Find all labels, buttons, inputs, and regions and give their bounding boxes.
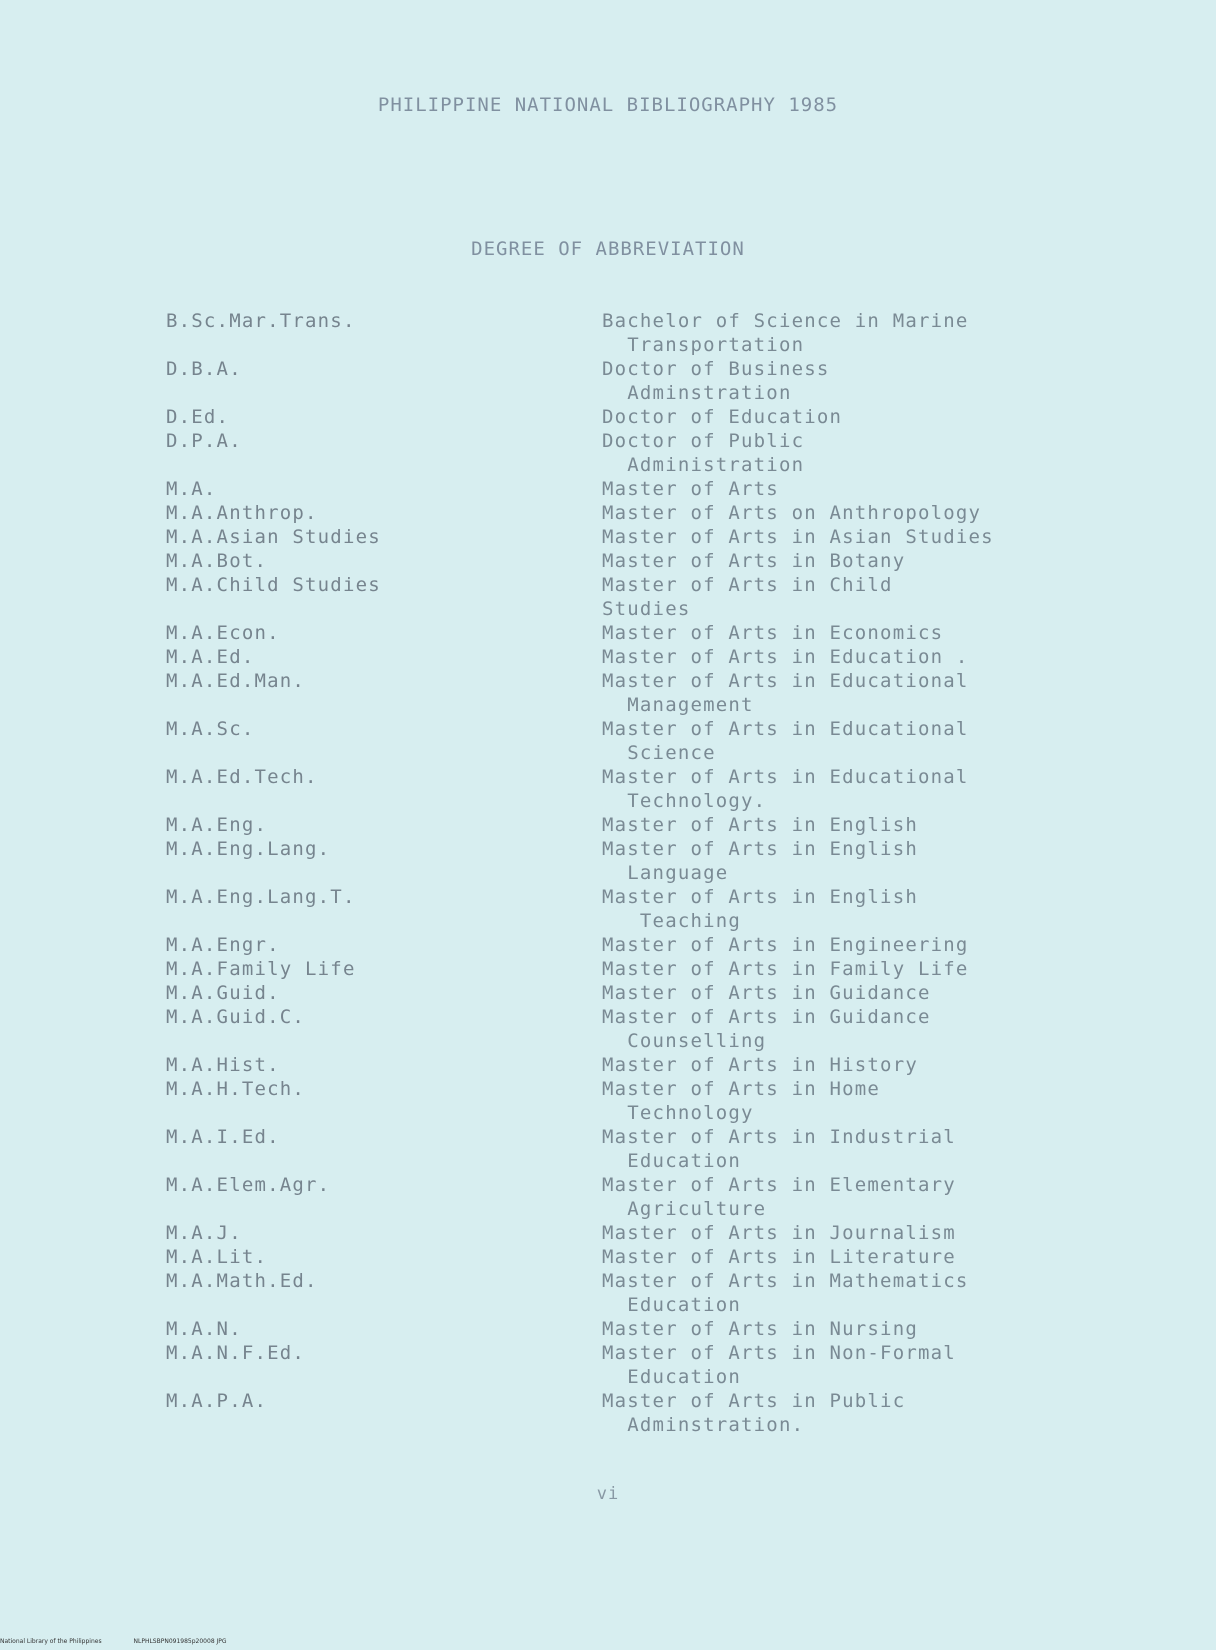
page-header: PHILIPPINE NATIONAL BIBLIOGRAPHY 1985: [377, 94, 839, 116]
abbreviation: M.A.Family Life: [166, 958, 356, 980]
abbreviation: D.B.A.: [166, 358, 242, 380]
degree-meaning: Master of Arts in Mathematics Education: [602, 1270, 969, 1316]
abbreviation: M.A.Lit.: [166, 1246, 268, 1268]
abbreviation: M.A.Engr.: [166, 934, 280, 956]
abbreviation: M.A.Bot.: [166, 550, 268, 572]
list-item: [0, 1221, 1216, 1245]
list-item: [0, 573, 1216, 621]
list-item: [0, 309, 1216, 357]
page-number: vi: [596, 1484, 620, 1504]
degree-meaning: Master of Arts in English Language: [602, 838, 918, 884]
abbreviation: M.A.Ed.Tech.: [166, 766, 318, 788]
degree-meaning: Master of Arts in Educational Science: [602, 718, 969, 764]
list-item: [0, 717, 1216, 765]
list-item: [0, 1053, 1216, 1077]
abbreviation: M.A.Guid.C.: [166, 1006, 306, 1028]
degree-meaning: Master of Arts in Economics: [602, 622, 944, 644]
list-item: [0, 645, 1216, 669]
degree-meaning: Master of Arts in Educational Technology.: [602, 766, 969, 812]
list-item: [0, 765, 1216, 813]
abbreviation: M.A.Eng.Lang.: [166, 838, 331, 860]
abbreviation: M.A.Eng.: [166, 814, 268, 836]
abbreviation: D.Ed.: [166, 406, 230, 428]
abbreviation: D.P.A.: [166, 430, 242, 452]
list-item: [0, 549, 1216, 573]
degree-meaning: Master of Arts: [602, 478, 779, 500]
degree-meaning: Master of Arts on Anthropology: [602, 502, 982, 524]
abbreviation: B.Sc.Mar.Trans.: [166, 310, 356, 332]
scan-credit: [0, 1638, 257, 1645]
abbreviation: M.A.H.Tech.: [166, 1078, 306, 1100]
abbreviation: M.A.Ed.: [166, 646, 255, 668]
abbreviation: M.A.P.A.: [166, 1390, 268, 1412]
degree-meaning: Master of Arts in Asian Studies: [602, 526, 994, 548]
abbreviation: M.A.Anthrop.: [166, 502, 318, 524]
abbreviation-list: [0, 309, 1216, 1437]
degree-meaning: Master of Arts in English Teaching: [602, 886, 918, 932]
list-item: [0, 669, 1216, 717]
degree-meaning: Master of Arts in Guidance: [602, 982, 931, 1004]
abbreviation: M.A.N.F.Ed.: [166, 1342, 306, 1364]
abbreviation: M.A.Sc.: [166, 718, 255, 740]
list-item: [0, 429, 1216, 477]
credit-library: National Library of the Philippines: [0, 1638, 102, 1645]
degree-meaning: Bachelor of Science in Marine Transportation: [602, 310, 969, 356]
abbreviation: M.A.Econ.: [166, 622, 280, 644]
abbreviation: M.A.Math.Ed.: [166, 1270, 318, 1292]
list-item: [0, 501, 1216, 525]
list-item: [0, 1245, 1216, 1269]
list-item: [0, 1317, 1216, 1341]
list-item: [0, 1269, 1216, 1317]
degree-meaning: Master of Arts in Industrial Education: [602, 1126, 956, 1172]
abbreviation: M.A.Eng.Lang.T.: [166, 886, 356, 908]
section-title: DEGREE OF ABBREVIATION: [471, 238, 745, 260]
list-item: [0, 1341, 1216, 1389]
degree-meaning: Master of Arts in Literature: [602, 1246, 956, 1268]
degree-meaning: Master of Arts in Guidance Counselling: [602, 1006, 931, 1052]
degree-meaning: Master of Arts in Public Adminstration.: [602, 1390, 906, 1436]
list-item: [0, 1077, 1216, 1125]
abbreviation: M.A.Guid.: [166, 982, 280, 1004]
abbreviation: M.A.Ed.Man.: [166, 670, 306, 692]
degree-meaning: Master of Arts in History: [602, 1054, 918, 1076]
degree-meaning: Master of Arts in Engineering: [602, 934, 969, 956]
list-item: [0, 1005, 1216, 1053]
list-item: [0, 813, 1216, 837]
abbreviation: M.A.Elem.Agr.: [166, 1174, 331, 1196]
degree-meaning: Master of Arts in Non-Formal Education: [602, 1342, 956, 1388]
degree-meaning: Doctor of Education: [602, 406, 843, 428]
list-item: [0, 1125, 1216, 1173]
abbreviation: M.A.Child Studies: [166, 574, 381, 596]
degree-meaning: Master of Arts in Education .: [602, 646, 969, 668]
abbreviation: M.A.Hist.: [166, 1054, 280, 1076]
degree-meaning: Doctor of Public Administration: [602, 430, 805, 476]
degree-meaning: Master of Arts in Educational Management: [602, 670, 969, 716]
list-item: [0, 1389, 1216, 1437]
list-item: [0, 885, 1216, 933]
list-item: [0, 525, 1216, 549]
abbreviation: M.A.N.: [166, 1318, 242, 1340]
list-item: [0, 933, 1216, 957]
list-item: [0, 981, 1216, 1005]
abbreviation: M.A.: [166, 478, 217, 500]
degree-meaning: Master of Arts in Nursing: [602, 1318, 918, 1340]
degree-meaning: Master of Arts in Child Studies: [602, 574, 893, 620]
abbreviation: M.A.I.Ed.: [166, 1126, 280, 1148]
credit-file-id: NLPHLSBPN091985p20008 JPG: [133, 1638, 227, 1645]
list-item: [0, 957, 1216, 981]
degree-meaning: Master of Arts in Elementary Agriculture: [602, 1174, 956, 1220]
degree-meaning: Master of Arts in Journalism: [602, 1222, 956, 1244]
list-item: [0, 1173, 1216, 1221]
list-item: [0, 405, 1216, 429]
list-item: [0, 477, 1216, 501]
list-item: [0, 357, 1216, 405]
list-item: [0, 621, 1216, 645]
list-item: [0, 837, 1216, 885]
degree-meaning: Master of Arts in Botany: [602, 550, 906, 572]
abbreviation: M.A.Asian Studies: [166, 526, 381, 548]
degree-meaning: Master of Arts in Family Life: [602, 958, 969, 980]
abbreviation: M.A.J.: [166, 1222, 242, 1244]
degree-meaning: Master of Arts in English: [602, 814, 918, 836]
degree-meaning: Master of Arts in Home Technology: [602, 1078, 881, 1124]
degree-meaning: Doctor of Business Adminstration: [602, 358, 830, 404]
